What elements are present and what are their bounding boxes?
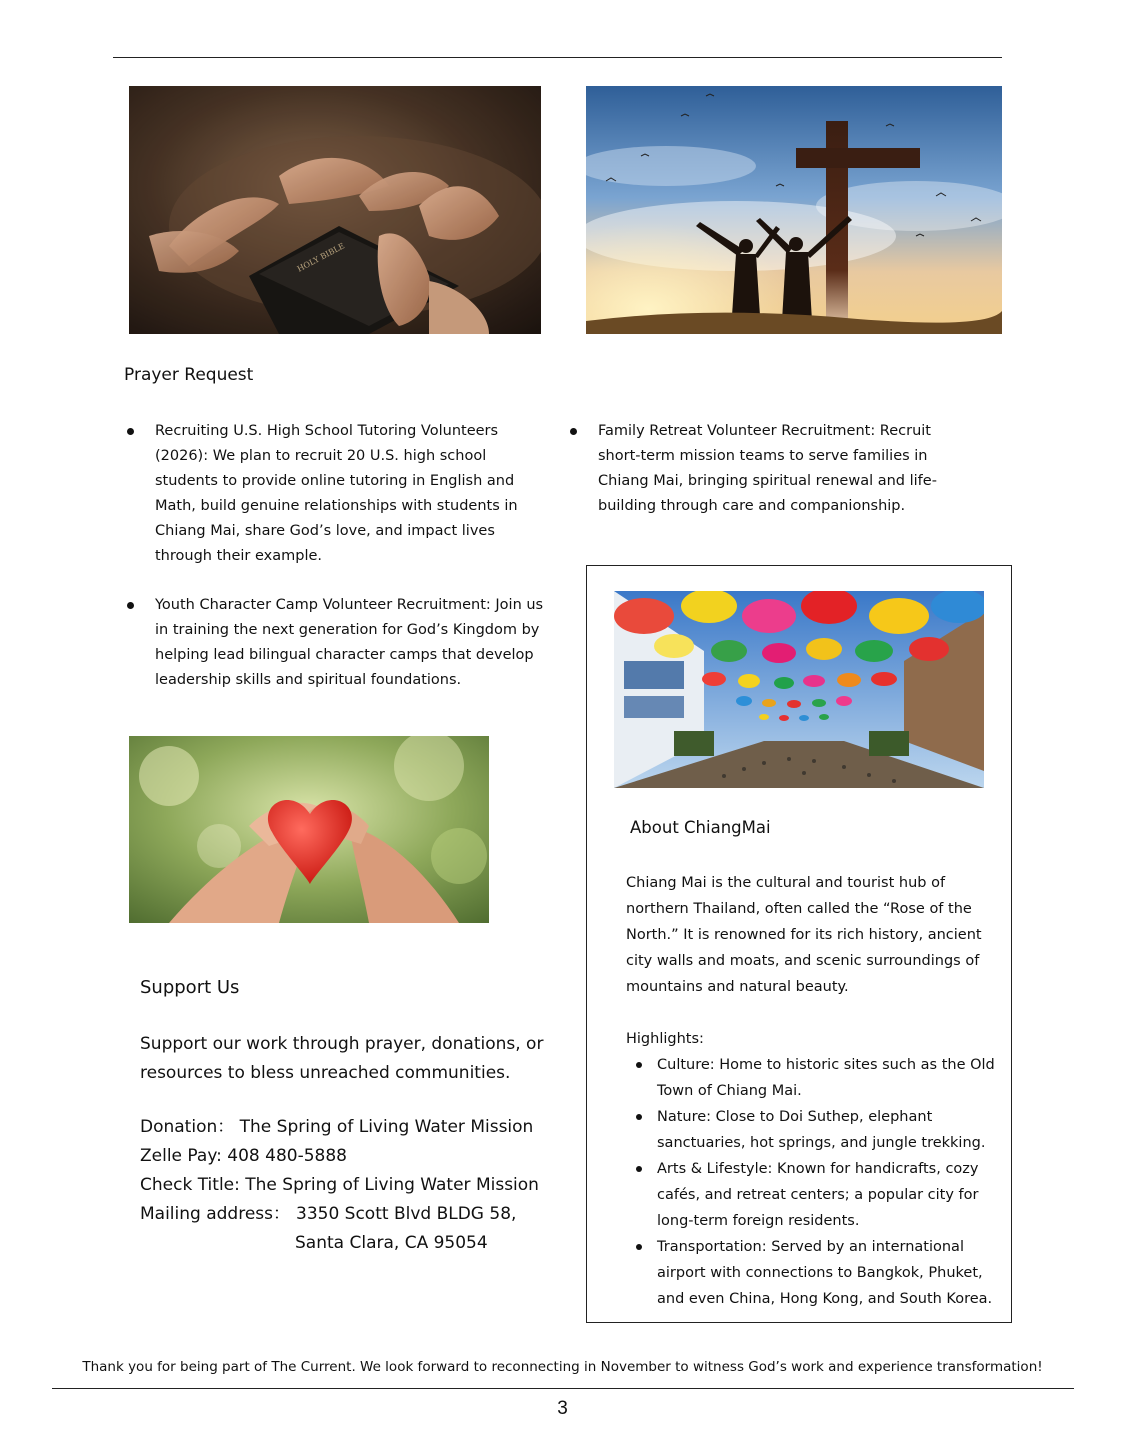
top-divider: [113, 57, 1002, 58]
prayer-item-text: Family Retreat Volunteer Recruitment: Recruit short-term mission teams to serve families in Chiang Mai, bringing spiritual renewal and life-building through care and companionship.: [598, 423, 937, 514]
prayer-list-right: [568, 419, 948, 519]
prayer-item-family-retreat: [568, 419, 948, 519]
highlight-culture: [626, 1052, 1000, 1104]
check-title-line: Check Title: The Spring of Living Water Mission: [140, 1175, 539, 1195]
highlight-text: Nature: Close to Doi Suthep, elephant sanctuaries, hot springs, and jungle trekking.: [657, 1109, 986, 1151]
mailing-label: Mailing address：: [140, 1204, 291, 1224]
highlight-text: Arts & Lifestyle: Known for handicrafts, cozy cafés, and retreat centers; a popular city for long-term foreign residents.: [657, 1161, 979, 1229]
highlight-arts-lifestyle: [626, 1156, 1000, 1234]
footer-thank-you: Thank you for being part of The Current. We look forward to reconnecting in November to witness God’s work and experience transformation!: [82, 1359, 1043, 1375]
bullet-icon: [127, 602, 134, 609]
prayer-item-tutoring: [125, 419, 545, 569]
highlight-text: Culture: Home to historic sites such as the Old Town of Chiang Mai.: [657, 1057, 995, 1099]
mailing-address-line1: 3350 Scott Blvd BLDG 58,: [296, 1204, 517, 1224]
support-us-heading: Support Us: [140, 977, 240, 998]
bullet-icon: [636, 1166, 642, 1172]
highlight-nature: [626, 1104, 1000, 1156]
page-number: 3: [557, 1398, 568, 1419]
prayer-request-heading: Prayer Request: [124, 365, 254, 385]
bullet-icon: [636, 1114, 642, 1120]
umbrella-street-photo: [614, 591, 984, 788]
bible-cover-text: HOLY BIBLE: [295, 241, 347, 274]
about-description: Chiang Mai is the cultural and tourist hub of northern Thailand, often called the “Rose of the North.” It is renowned for its rich history, ancient city walls and moats, and scenic surroundings of mountains and natural beauty.: [626, 875, 982, 995]
highlight-text: Transportation: Served by an international airport with connections to Bangkok, Phuket, and even China, Hong Kong, and South Korea.: [657, 1239, 993, 1307]
bullet-icon: [570, 428, 577, 435]
footer-divider: [52, 1388, 1074, 1389]
zelle-line: Zelle Pay: 408 480-5888: [140, 1146, 347, 1166]
highlights-list: [626, 1052, 1000, 1312]
mailing-address-line2: Santa Clara, CA 95054: [295, 1233, 488, 1253]
highlight-transportation: [626, 1234, 1000, 1312]
donation-line: Donation： The Spring of Living Water Mission: [140, 1117, 534, 1137]
highlights-label: Highlights:: [626, 1031, 704, 1047]
about-chiangmai-heading: About ChiangMai: [630, 818, 771, 837]
praying-hands-photo: [129, 86, 541, 334]
prayer-list-left: [125, 419, 545, 693]
prayer-item-text: Youth Character Camp Volunteer Recruitment: Join us in training the next generation for God’s Kingdom by helping lead bilingual character camps that develop leadership skills and spiritual foundations.: [155, 597, 544, 688]
prayer-item-text: Recruiting U.S. High School Tutoring Volunteers (2026): We plan to recruit 20 U.S. high school students to provide online tutoring in English and Math, build genuine relationships with students in Chiang Mai, share God’s love, and impact lives through their example.: [155, 423, 518, 564]
support-intro: Support our work through prayer, donations, or resources to bless unreached communities.: [140, 1034, 544, 1083]
prayer-item-youth-camp: [125, 593, 545, 693]
bullet-icon: [636, 1062, 642, 1068]
heart-hands-photo: [129, 736, 489, 923]
bullet-icon: [127, 428, 134, 435]
cross-sunset-photo: [586, 86, 1002, 334]
bullet-icon: [636, 1244, 642, 1250]
